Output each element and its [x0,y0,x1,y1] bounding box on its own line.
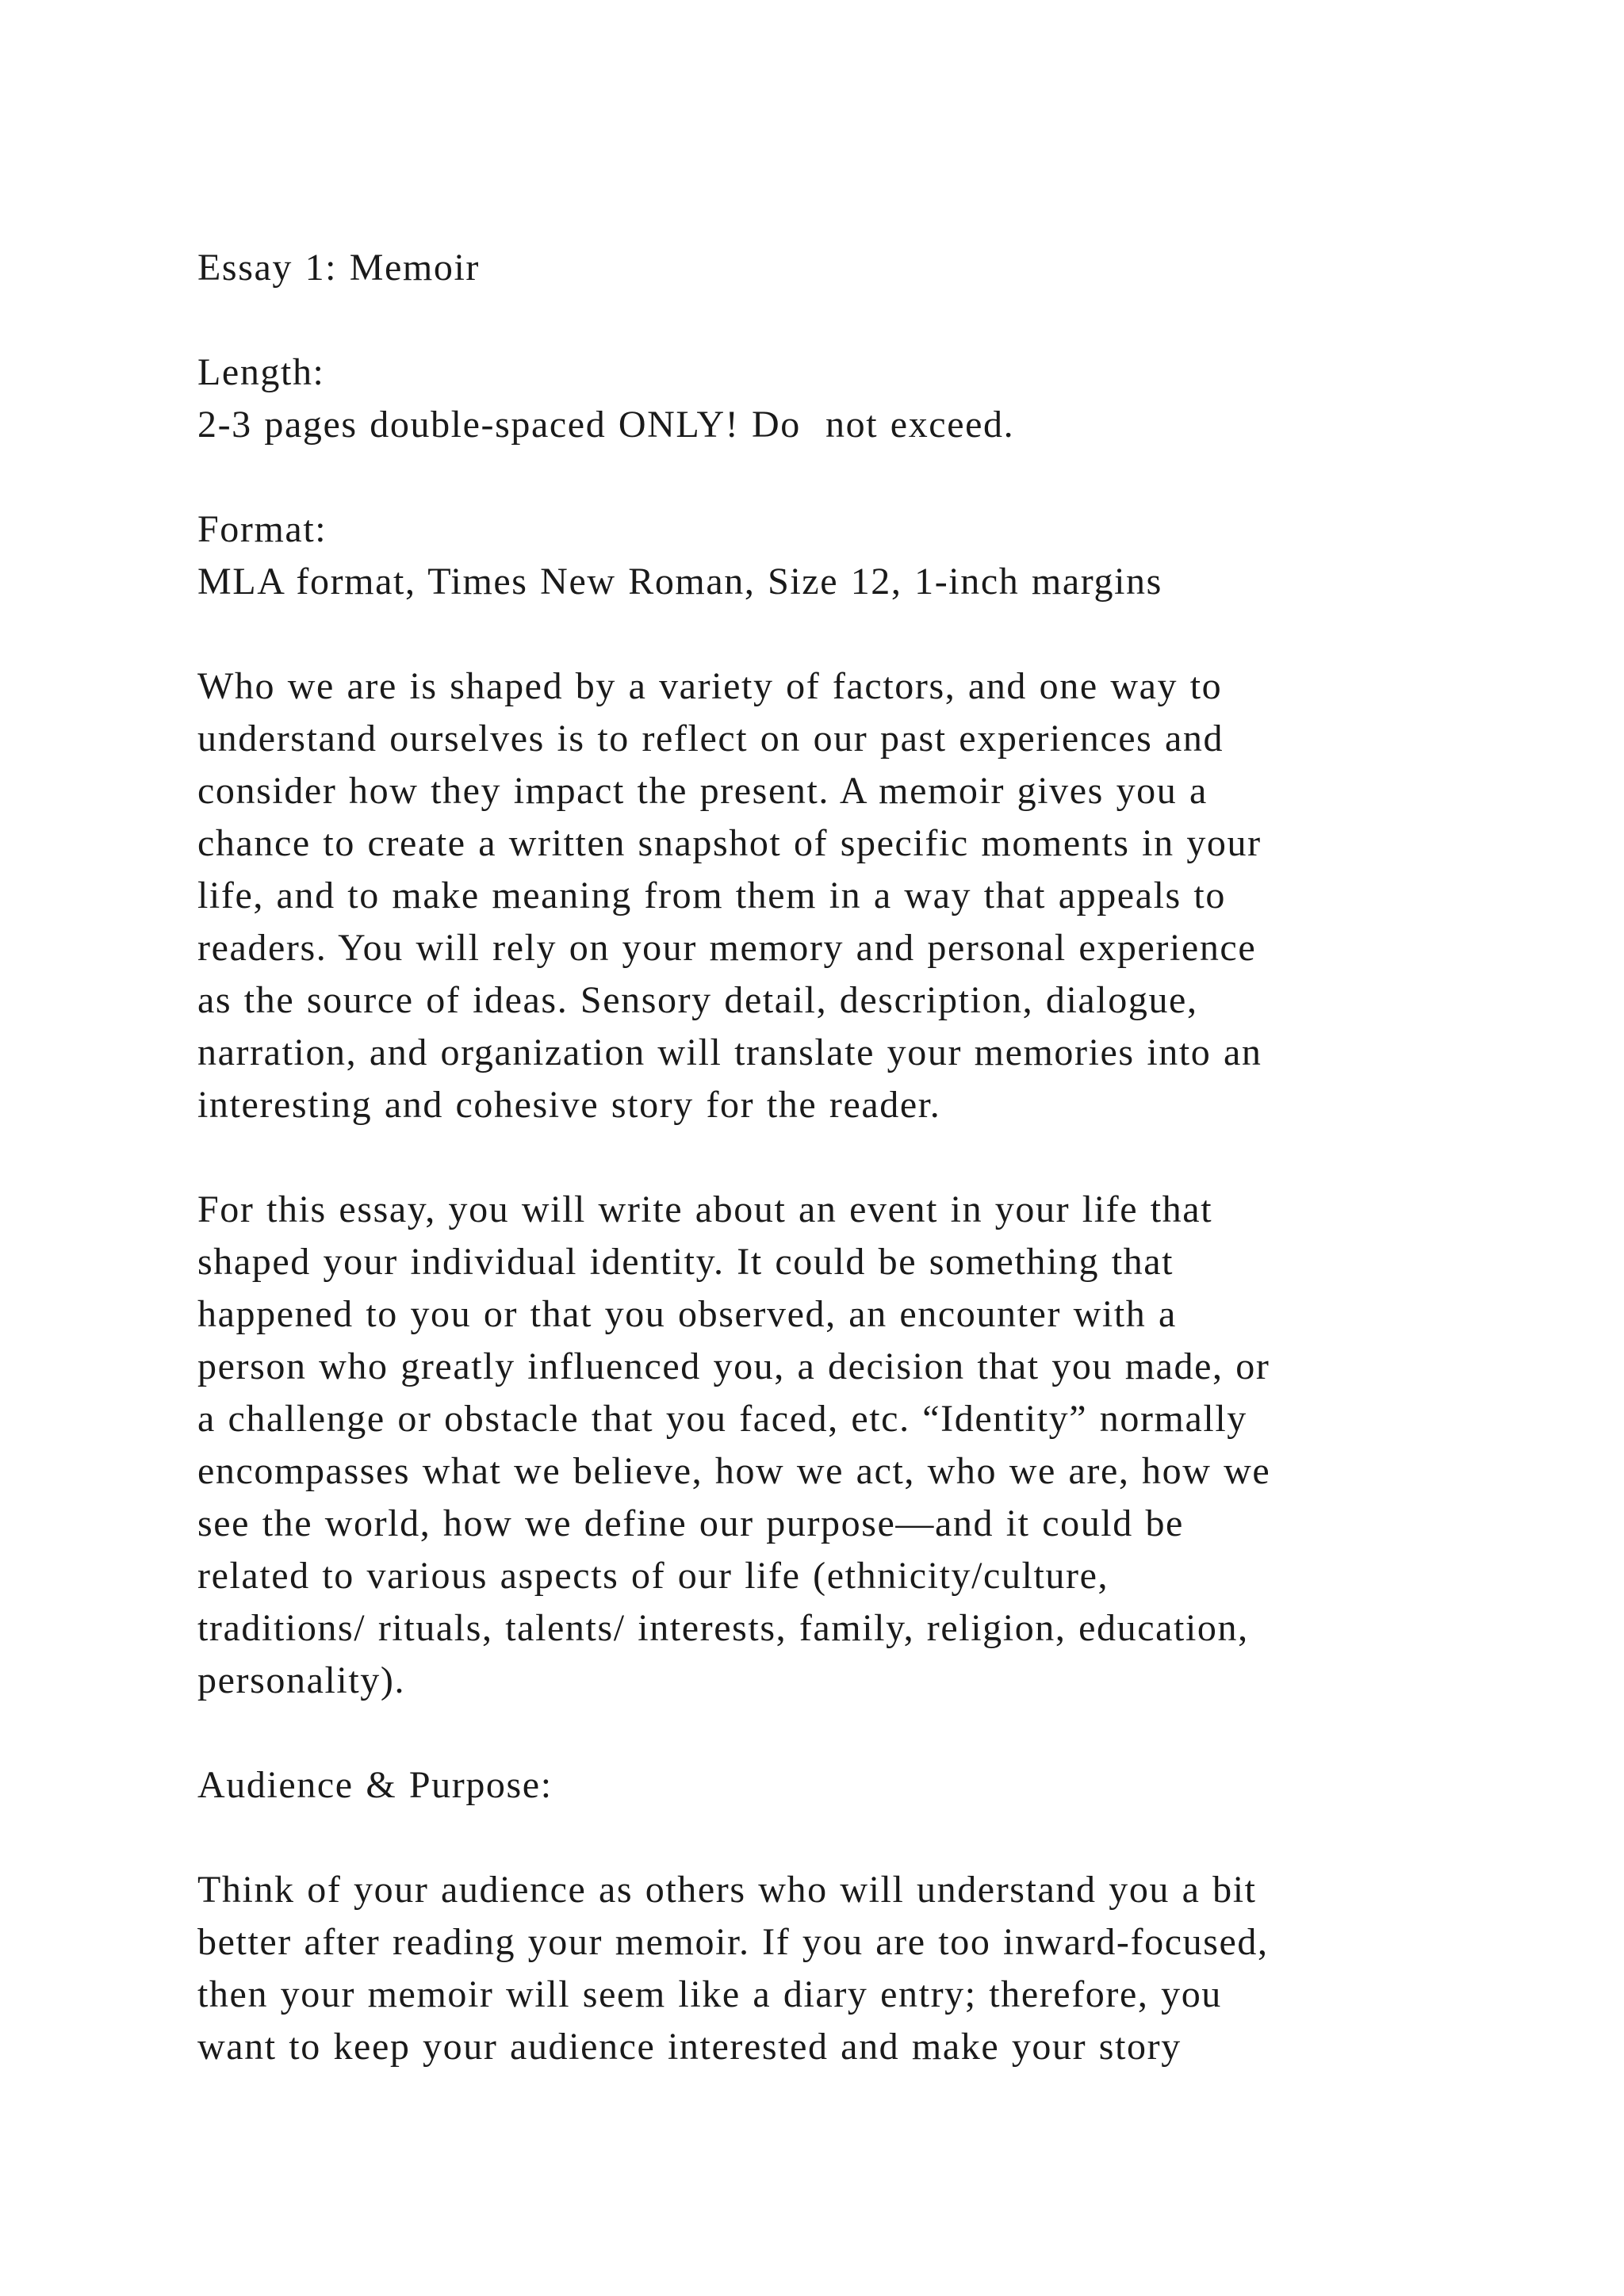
paragraph-line: personality). [197,1659,406,1701]
paragraph-line: traditions/ rituals, talents/ interests, family, religion, education, [197,1607,1249,1649]
paragraph-line: For this essay, you will write about an event in your life that [197,1188,1213,1230]
paragraph-line: a challenge or obstacle that you faced, etc. “Identity” normally [197,1398,1247,1440]
paragraph-line: consider how they impact the present. A memoir gives you a [197,770,1208,812]
paragraph-line: understand ourselves is to reflect on our past experiences and [197,718,1224,760]
paragraph-line: chance to create a written snapshot of specific moments in your [197,822,1262,864]
spacer [197,1131,1450,1184]
intro-paragraph [197,660,1450,1131]
spacer [197,294,1450,346]
essay-title: Essay 1: Memoir [197,247,480,289]
paragraph-line: then your memoir will seem like a diary entry; therefore, you [197,1973,1222,2015]
format-label: Format: [197,508,327,550]
length-value: 2-3 pages double-spaced ONLY! Do not exceed. [197,404,1015,446]
spacer [197,608,1450,660]
paragraph-line: life, and to make meaning from them in a way that appeals to [197,874,1226,916]
paragraph-line: interesting and cohesive story for the reader. [197,1084,941,1126]
paragraph-line: person who greatly influenced you, a decision that you made, or [197,1345,1270,1387]
paragraph-line: better after reading your memoir. If you are too inward-focused, [197,1921,1269,1963]
paragraph-line: narration, and organization will translate your memories into an [197,1031,1262,1073]
document-body [197,242,1450,2073]
paragraph-line: readers. You will rely on your memory and personal experience [197,927,1257,969]
spacer [197,451,1450,503]
paragraph-line: related to various aspects of our life (ethnicity/culture, [197,1555,1109,1597]
format-value: MLA format, Times New Roman, Size 12, 1-inch margins [197,561,1162,603]
paragraph-line: shaped your individual identity. It could be something that [197,1241,1174,1283]
spacer [197,1707,1450,1759]
paragraph-line: want to keep your audience interested and make your story [197,2026,1182,2068]
paragraph-line: happened to you or that you observed, an encounter with a [197,1293,1177,1335]
paragraph-line: Think of your audience as others who will understand you a bit [197,1869,1257,1911]
paragraph-line: encompasses what we believe, how we act, who we are, how we [197,1450,1271,1492]
paragraph-line: Who we are is shaped by a variety of factors, and one way to [197,665,1223,707]
paragraph-line: as the source of ideas. Sensory detail, description, dialogue, [197,979,1198,1021]
audience-purpose-heading: Audience & Purpose: [197,1764,553,1806]
assignment-paragraph [197,1184,1450,1707]
length-label: Length: [197,351,325,393]
audience-paragraph [197,1864,1450,2073]
paragraph-line: see the world, how we define our purpose—and it could be [197,1502,1184,1544]
spacer [197,1812,1450,1864]
